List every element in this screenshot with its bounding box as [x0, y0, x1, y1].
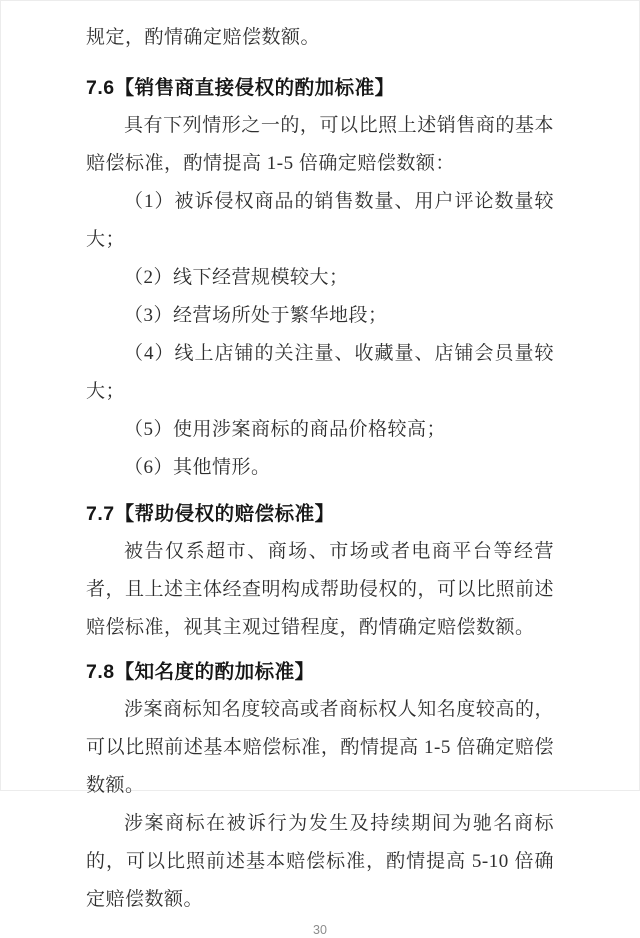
section-7-6-paragraph: 具有下列情形之一的，可以比照上述销售商的基本赔偿标准，酌情提高 1-5 倍确定赔偿数额： — [86, 115, 554, 174]
page-content — [1, 1, 639, 938]
section-7-7-paragraph: 被告仅系超市、商场、市场或者电商平台等经营者，且上述主体经查明构成帮助侵权的，可以比照前述赔偿标准，视其主观过错程度，酌情确定赔偿数额。 — [86, 541, 555, 638]
list-item-5: （5）使用涉案商标的商品价格较高； — [124, 419, 447, 440]
list-item-6: （6）其他情形。 — [124, 457, 271, 478]
list-item-2: （2）线下经营规模较大； — [124, 267, 349, 288]
section-heading-7-8: 7.8【知名度的酌加标准】 — [86, 661, 315, 683]
list-item-4: （4）线上店铺的关注量、收藏量、店铺会员量较大； — [86, 343, 554, 402]
list-item-3: （3）经营场所处于繁华地段； — [124, 305, 388, 326]
paragraph-continuation: 规定，酌情确定赔偿数额。 — [86, 27, 321, 48]
page-number: 30 — [313, 923, 327, 937]
section-7-8-paragraph-2: 涉案商标在被诉行为发生及持续期间为驰名商标的，可以比照前述基本赔偿标准，酌情提高 5-10 倍确定赔偿数额。 — [86, 813, 554, 910]
section-heading-7-7: 7.7【帮助侵权的赔偿标准】 — [86, 503, 335, 525]
list-item-1: （1）被诉侵权商品的销售数量、用户评论数量较大； — [86, 191, 554, 250]
section-7-8-paragraph-1: 涉案商标知名度较高或者商标权人知名度较高的，可以比照前述基本赔偿标准，酌情提高 1-5 倍确定赔偿数额。 — [86, 699, 554, 796]
section-heading-7-6: 7.6【销售商直接侵权的酌加标准】 — [86, 77, 395, 99]
